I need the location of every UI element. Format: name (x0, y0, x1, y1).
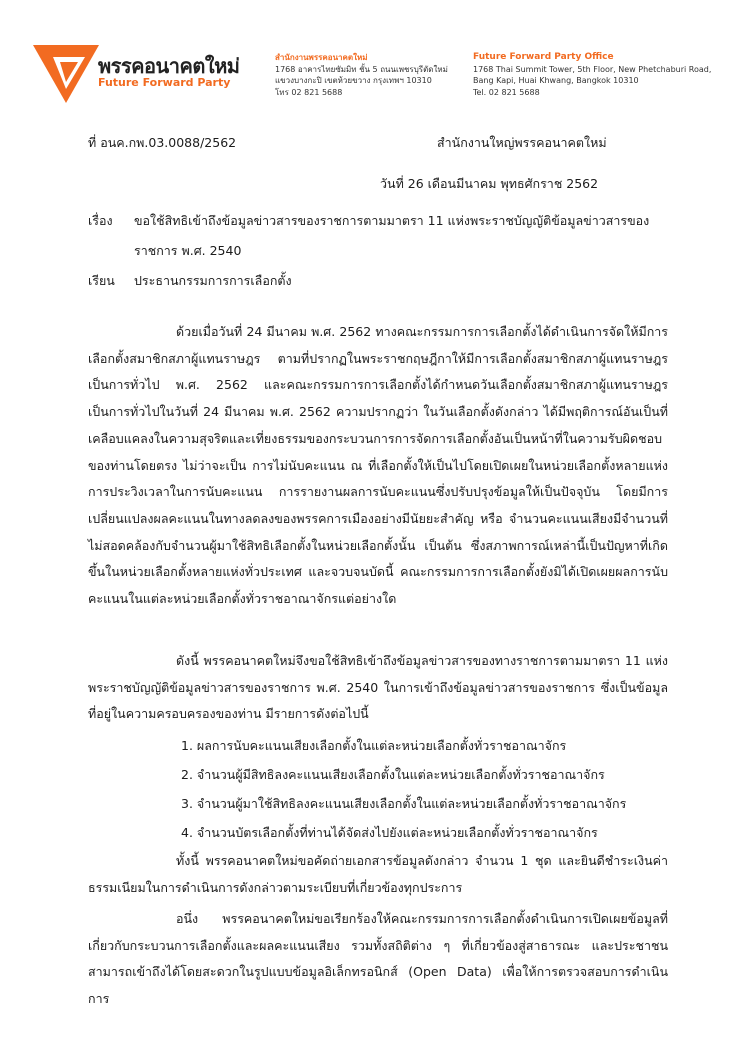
paragraph-text: อนึ่ง พรรคอนาคตใหม่ขอเรียกร้องให้คณะกรรมการการเลือกตั้งดำเนินการเปิดเผยข้อมูลที่เกี่ยวกับกระบวนการเลือกตั้งและผลคะแนนเสียง รวมทั้งสถิติต่าง ๆ ที่เกี่ยวข้องสู่สาธารณะ และประชาชนสามารถเข้าถึงได้โดยสะดวกในรูปแบบข้อมูลอิเล็กทรอนิกส์ (Open Data) เพื่อให้การตรวจสอบการดำเนินการ (88, 911, 668, 1007)
request-item: 3. จำนวนผู้มาใช้สิทธิลงคะแนนเสียงเลือกตั้งในแต่ละหน่วยเลือกตั้งทั่วราชอาณาจักร (181, 796, 627, 811)
reference-number: ที่ อนค.กพ.03.0088/2562 (88, 135, 237, 150)
request-item: 4. จำนวนบัตรเลือกตั้งที่ท่านได้จัดส่งไปยังแต่ละหน่วยเลือกตั้งทั่วราชอาณาจักร (181, 825, 598, 840)
letter-date: วันที่ 26 เดือนมีนาคม พุทธศักราช 2562 (380, 176, 599, 191)
request-item: 1. ผลการนับคะแนนเสียงเลือกตั้งในแต่ละหน่วยเลือกตั้งทั่วราชอาณาจักร (181, 738, 567, 753)
subject-label: เรื่อง (88, 213, 113, 228)
paragraph-text: ทั้งนี้ พรรคอนาคตใหม่ขอคัดถ่ายเอกสารข้อมูลดังกล่าว จำนวน 1 ชุด และยินดีชำระเงินค่าธรรมเนียมในการดำเนินการดังกล่าวตามระเบียบที่เกี่ยวข้องทุกประการ (88, 853, 668, 895)
office-address-line: Bang Kapi, Huai Khwang, Bangkok 10310 (473, 76, 639, 85)
paragraph-text: ด้วยเมื่อวันที่ 24 มีนาคม พ.ศ. 2562 ทางคณะกรรมการการเลือกตั้งได้ดำเนินการจัดให้มีการเลือกตั้งสมาชิกสภาผู้แทนราษฎร ตามที่ปรากฏในพระราชกฤษฎีกาให้มีการเลือกตั้งสมาชิกสภาผู้แทนราษฎรเป็นการทั่วไป พ.ศ. 2562 และคณะกรรมการการเลือกตั้งได้กำหนดวันเลือกตั้งสมาชิกสภาผู้แทนราษฎรเป็นการทั่วไปในวันที่ 24 มีนาคม พ.ศ. 2562 ความปรากฏว่า ในวันเลือกตั้งดังกล่าว ได้มีพฤติการณ์อันเป็นที่เคลือบแคลงในความสุจริตและเที่ยงธรรมของกระบวนการการจัดการเลือกตั้งอันเป็นหน้าที่ในความรับผิดชอบของท่านโดยตรง ไม่ว่าจะเป็น การไม่นับคะแนน ณ ที่เลือกตั้งให้เป็นไปโดยเปิดเผยในหน่วยเลือกตั้งหลายแห่ง การประวิงเวลาในการนับคะแนน การรายงานผลการนับคะแนนซึ่งปรับปรุงข้อมูลให้เป็นปัจจุบัน โดยมีการเปลี่ยนแปลงผลคะแนนในทางลดลงของพรรคการเมืองอย่างมีนัยยะสำคัญ หรือ จำนวนคะแนนเสียงมีจำนวนที่ไม่สอดคล้องกับจำนวนผู้มาใช้สิทธิเลือกตั้งในหน่วยเลือกตั้งนั้น เป็นต้น ซึ่งสภาพการณ์เหล่านี้เป็นปัญหาที่เกิดขึ้นในหน่วยเลือกตั้งหลายแห่งทั่วประเทศ และจวบจนบัดนี้ คณะกรรมการการเลือกตั้งยังมิได้เปิดเผยผลการนับคะแนนในแต่ละหน่วยเลือกตั้งทั่วราชอาณาจักรแต่อย่างใด (88, 324, 668, 607)
sender-office: สำนักงานใหญ่พรรคอนาคตใหม่ (437, 135, 607, 150)
party-logo-icon (33, 45, 99, 103)
paragraph-text: ดังนี้ พรรคอนาคตใหม่จึงขอใช้สิทธิเข้าถึงข้อมูลข่าวสารของทางราชการตามมาตรา 11 แห่งพระราชบัญญัติข้อมูลข่าวสารของราชการ พ.ศ. 2540 ในการเข้าถึงข้อมูลข่าวสารของราชการ ซึ่งเป็นข้อมูลที่อยู่ในความครอบครองของท่าน มีรายการดังต่อไปนี้ (88, 653, 668, 722)
office-phone: โทร 02 821 5688 (275, 87, 343, 97)
office-title-english: Future Forward Party Office (473, 52, 614, 62)
body-paragraph-1 (88, 319, 668, 613)
office-title-thai: สำนักงานพรรคอนาคตใหม่ (275, 53, 368, 62)
party-name-english: Future Forward Party (98, 76, 231, 89)
subject-line: ขอใช้สิทธิเข้าถึงข้อมูลข่าวสารของราชการตามมาตรา 11 แห่งพระราชบัญญัติข้อมูลข่าวสารของ (134, 213, 650, 228)
body-paragraph-2 (88, 648, 668, 728)
recipient-label: เรียน (88, 273, 115, 288)
request-item: 2. จำนวนผู้มีสิทธิลงคะแนนเสียงเลือกตั้งในแต่ละหน่วยเลือกตั้งทั่วราชอาณาจักร (181, 767, 605, 782)
office-address-line: 1768 อาคารไทยซัมมิท ชั้น 5 ถนนเพชรบุรีตัดใหม่ (275, 64, 448, 74)
recipient: ประธานกรรมการการเลือกตั้ง (134, 273, 292, 288)
subject-line: ราชการ พ.ศ. 2540 (134, 243, 242, 258)
office-phone: Tel. 02 821 5688 (473, 87, 540, 97)
body-paragraph-4 (88, 906, 668, 1013)
office-address-english (473, 52, 711, 98)
office-address-line: แขวงบางกะปิ เขตห้วยขวาง กรุงเทพฯ 10310 (275, 76, 432, 85)
office-address-thai (275, 52, 448, 98)
party-name-thai: พรรคอนาคตใหม่ (98, 54, 240, 78)
office-address-line: 1768 Thai Summit Tower, 5th Floor, New Phetchaburi Road, (473, 64, 712, 74)
body-paragraph-3 (88, 848, 668, 901)
